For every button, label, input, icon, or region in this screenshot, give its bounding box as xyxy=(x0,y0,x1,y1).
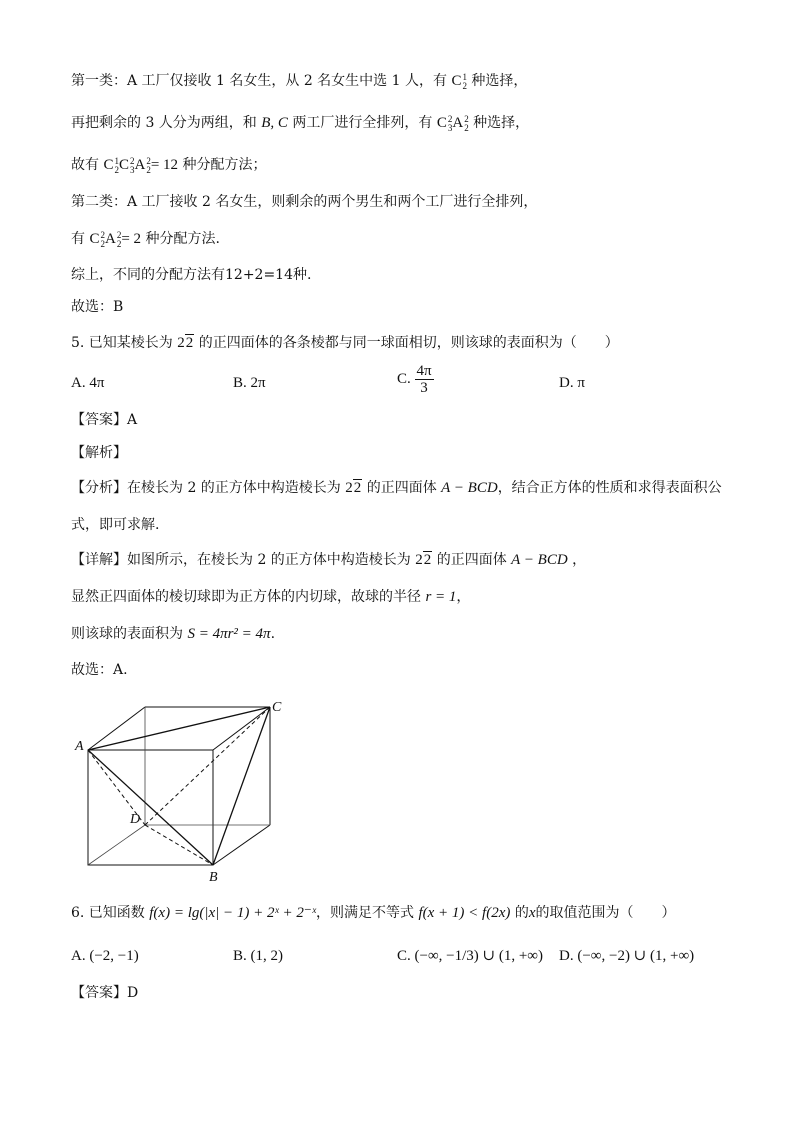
line-3-text: 故有 xyxy=(71,157,99,173)
q6-inequality: f(x + 1) < f(2x) xyxy=(418,905,511,921)
fenxi-tag: 【分析】 xyxy=(71,480,127,496)
combination-c32a22: C 2 3 A 2 2 xyxy=(436,113,469,133)
product-formula: C 1 2 C 2 3 A 2 2 xyxy=(103,155,151,175)
q6-stem-c: 的 xyxy=(514,905,529,921)
line-2-end: 种选择， xyxy=(473,115,530,131)
edge-AC xyxy=(88,707,270,750)
answer-value: A xyxy=(127,412,138,428)
q5-edge: 22 xyxy=(177,335,194,351)
line-7: 故选：B xyxy=(71,299,124,315)
line-1-end: 种选择， xyxy=(471,73,528,89)
q5-option-c-fraction xyxy=(415,363,434,396)
q6-answer-tag: 【答案】 xyxy=(71,985,127,1001)
line-5-end: 种分配方法. xyxy=(145,231,220,247)
xj-a: 如图所示，在棱长为 2 的正方体中构造棱长为 xyxy=(127,552,411,568)
q5-fenxi xyxy=(71,478,722,498)
line-3 xyxy=(71,155,267,175)
fenxi-edge: 22 xyxy=(345,480,362,496)
label-D: D xyxy=(130,812,141,827)
xj2-end: ， xyxy=(456,589,471,605)
q5-xiangjie xyxy=(71,550,586,570)
q6-answer xyxy=(71,983,138,1003)
line-4: 第二类：A 工厂接收 2 名女生，则剩余的两个男生和两个工厂进行全排列， xyxy=(71,194,538,210)
xj-tetra: A − BCD xyxy=(511,552,568,568)
q6-stem-d: 的取值范围为（ ） xyxy=(535,905,676,921)
q5-xj2 xyxy=(71,587,470,607)
line-1 xyxy=(71,71,527,91)
xj-b: 的正四面体 xyxy=(436,552,507,568)
line-2-mid: 两工厂进行全排列，有 xyxy=(292,115,433,131)
q6-stem xyxy=(71,903,675,923)
xj2-text: 显然正四面体的棱切球即为正方体的内切球，故球的半径 xyxy=(71,589,421,605)
line-3-end: 种分配方法； xyxy=(182,157,267,173)
product-c22a22: C 2 2 A 2 2 xyxy=(89,229,122,249)
fenxi-a: 在棱长为 2 的正方体中构造棱长为 xyxy=(127,480,341,496)
q6-option-c: C. (−∞, −1/3) ∪ (1, +∞) xyxy=(397,948,543,964)
cube-figure xyxy=(70,695,290,885)
xj2-radius: r = 1 xyxy=(425,589,457,605)
factory-bc: B, C xyxy=(261,115,288,131)
q6-stem-a: 6. 已知函数 xyxy=(71,905,145,921)
q6-option-b: B. (1, 2) xyxy=(233,948,283,964)
cube-hidden-diagonal xyxy=(88,825,145,865)
edge-DC xyxy=(145,707,270,825)
answer-tag: 【答案】 xyxy=(71,412,127,428)
line-2 xyxy=(71,113,529,133)
q6-option-a: A. (−2, −1) xyxy=(71,948,139,964)
q6-option-d: D. (−∞, −2) ∪ (1, +∞) xyxy=(559,948,695,964)
q5-option-c xyxy=(397,363,434,396)
q6-x: x xyxy=(528,905,536,921)
label-B: B xyxy=(209,870,218,885)
line-5-text: 有 xyxy=(71,231,85,247)
line-3-eq: = 12 xyxy=(150,157,179,173)
q6-stem-b: ，则满足不等式 xyxy=(316,905,415,921)
xj-edge: 22 xyxy=(415,552,432,568)
q5-stem-a: 5. 已知某棱长为 xyxy=(71,335,173,351)
line-2-text: 再把剩余的 3 人分为两组，和 xyxy=(71,115,257,131)
line-5 xyxy=(71,229,220,249)
edge-AB xyxy=(88,750,213,865)
xj3-text: 则该球的表面积为 xyxy=(71,626,183,642)
edge-CB xyxy=(213,707,270,865)
q5-fenxi-cont: 式，即可求解. xyxy=(71,517,160,533)
line-6: 综上，不同的分配方法有12+2=14种. xyxy=(71,267,312,283)
label-A: A xyxy=(75,739,84,754)
q5-option-b: B. 2π xyxy=(233,375,266,391)
fenxi-c: ，结合正方体的性质和求得表面积公 xyxy=(497,480,722,496)
fenxi-b: 的正四面体 xyxy=(366,480,437,496)
edge-DB xyxy=(145,825,213,865)
xj-c: ， xyxy=(572,552,587,568)
q5-choose: 故选：A. xyxy=(71,662,128,678)
q5-stem xyxy=(71,333,619,353)
q5-analysis-tag: 【解析】 xyxy=(71,445,127,461)
q5-option-d: D. π xyxy=(559,375,585,391)
line-1-text: 第一类：A 工厂仅接收 1 名女生，从 2 名女生中选 1 人，有 xyxy=(71,73,447,89)
combination-c21: C 1 2 xyxy=(451,71,467,91)
q5-stem-b: 的正四面体的各条棱都与同一球面相切，则该球的表面积为（ ） xyxy=(198,335,619,351)
fraction-numerator: 4π xyxy=(416,363,432,379)
fraction-denominator: 3 xyxy=(420,380,428,396)
q5-answer xyxy=(71,410,137,430)
q6-function: f(x) = lg(|x| − 1) + 2ˣ + 2⁻ˣ xyxy=(149,905,317,921)
xj3-end: . xyxy=(270,626,276,642)
xj3-formula: S = 4πr² = 4π xyxy=(187,626,271,642)
label-C: C xyxy=(272,700,282,715)
line-5-eq: = 2 xyxy=(121,231,142,247)
q5-option-a: A. 4π xyxy=(71,375,105,391)
q6-answer-value: D xyxy=(127,985,139,1001)
q5-xj3 xyxy=(71,624,275,644)
fenxi-tetra: A − BCD xyxy=(441,480,498,496)
xiangjie-tag: 【详解】 xyxy=(71,552,127,568)
cube-edge-bottom-right xyxy=(213,825,270,865)
q5-option-c-label: C. xyxy=(397,370,411,387)
